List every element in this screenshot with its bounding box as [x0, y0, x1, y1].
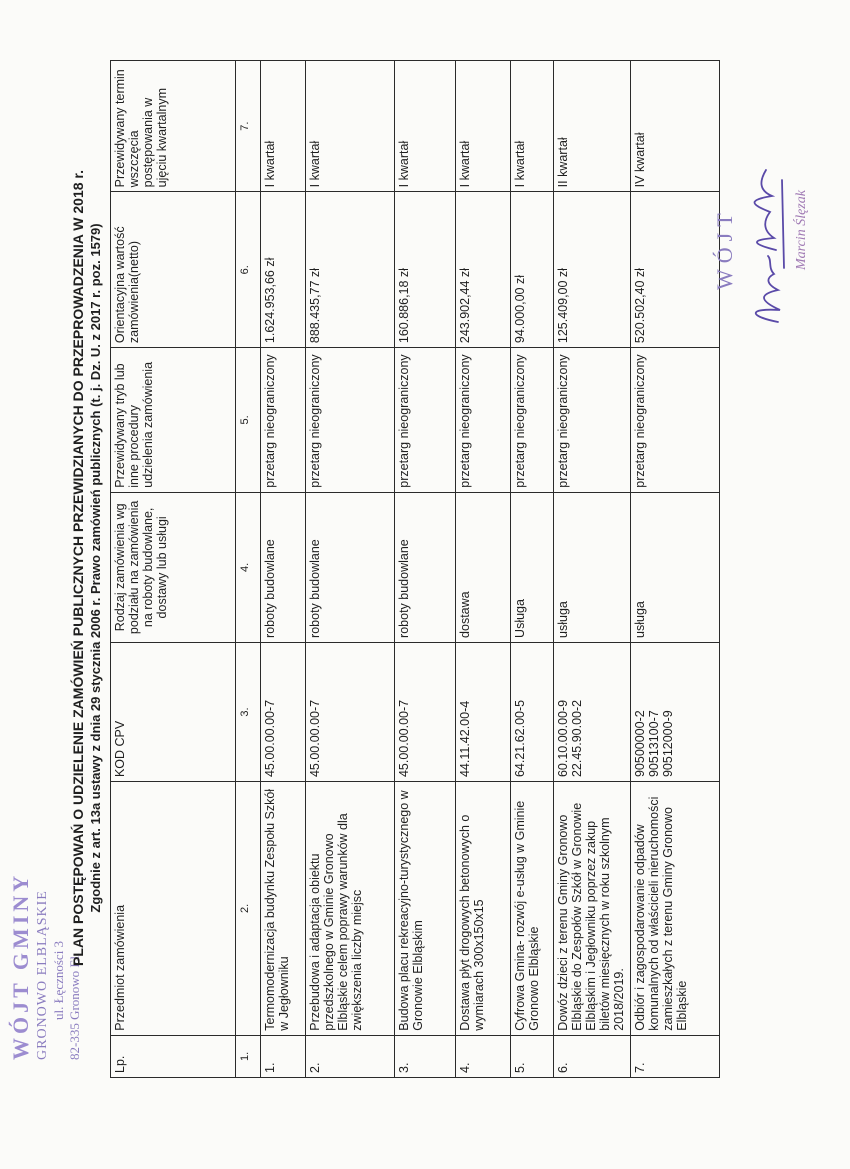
- procurement-plan-table: [110, 60, 720, 1078]
- table-cell: usługa: [631, 492, 720, 642]
- table-header-row: [111, 61, 236, 1078]
- table-cell: Usługa: [511, 492, 554, 642]
- table-cell: 125.409,00 zł: [554, 192, 631, 348]
- stamp-line-4: 82-335 Gronowo El.: [67, 952, 82, 1060]
- table-cell: Termomodernizacja budynku Zespołu Szkół w Jegłowniku: [261, 782, 306, 1036]
- signature-title: WÓJT: [712, 207, 737, 290]
- table-cell: przetarg nieograniczony: [511, 348, 554, 493]
- table-cell: Dostawa płyt drogowych betonowych o wymiarach 300x150x15: [456, 782, 511, 1036]
- table-cell: Odbiór i zagospodarowanie odpadów komunalnych od właścicieli nieruchomości zamieszkałych z terenu Gminy Gronowo Elbląskie: [631, 782, 720, 1036]
- stamp-line-3: ul. Łęczności 3: [51, 940, 66, 1020]
- table-cell: 64.21.62.00-5: [511, 642, 554, 781]
- column-header: Rodzaj zamówienia wg podziału na zamówienia na roboty budowlane, dostawy lub usługi: [111, 492, 236, 642]
- table-cell: 45.00.00.00-7: [261, 642, 306, 781]
- table-cell: 1.: [261, 1035, 306, 1077]
- column-header: KOD CPV: [111, 642, 236, 781]
- table-cell: 7.: [631, 1035, 720, 1077]
- table-row: [395, 61, 456, 1078]
- stamp-line-1: WÓJT GMINY: [8, 871, 33, 1060]
- table-cell: Przebudowa i adaptacja obiektu przedszkolnego w Gminie Gronowo Elbląskie celem poprawy warunków dla zwiększenia liczby miejsc: [306, 782, 395, 1036]
- table-cell: 888.435,77 zł: [306, 192, 395, 348]
- column-header: Przewidywany tryb lub inne procedury udzielenia zamówienia: [111, 348, 236, 493]
- table-cell: 1.624.953,66 zł: [261, 192, 306, 348]
- table-cell: 243.902,44 zł: [456, 192, 511, 348]
- table-cell: 4.: [456, 1035, 511, 1077]
- table-cell: 520.502,40 zł: [631, 192, 720, 348]
- table-row: [631, 61, 720, 1078]
- table-cell: przetarg nieograniczony: [261, 348, 306, 493]
- column-header: Orientacyjna wartość zamówienia(netto): [111, 192, 236, 348]
- table-cell: przetarg nieograniczony: [631, 348, 720, 493]
- table-row: [511, 61, 554, 1078]
- column-number-row: [236, 61, 261, 1078]
- table-row: [554, 61, 631, 1078]
- document-subtitle: Zgodnie z art. 13a ustawy z dnia 29 stycznia 2006 r. Prawo zamówień publicznych (t. j. Dz. U. z 2017 r. poz. 1579): [88, 223, 103, 913]
- table-cell: Budowa placu rekreacyjno-turystycznego w Gronowie Elbląskim: [395, 782, 456, 1036]
- table-cell: I kwartał: [511, 61, 554, 192]
- table-cell: przetarg nieograniczony: [456, 348, 511, 493]
- signature-name: Marcin Ślęzak: [794, 190, 809, 270]
- column-number: 4.: [236, 492, 261, 642]
- table-cell: I kwartał: [261, 61, 306, 192]
- handwritten-signature: [738, 140, 798, 330]
- column-number: 1.: [236, 1035, 261, 1077]
- table-cell: 45.00.00.00-7: [395, 642, 456, 781]
- table-row: [456, 61, 511, 1078]
- column-number: 2.: [236, 782, 261, 1036]
- table-cell: usługa: [554, 492, 631, 642]
- table-cell: 94.000,00 zł: [511, 192, 554, 348]
- rotated-document: [0, 50, 820, 1150]
- table-cell: 60.10.00.00-9 22.45.90.00-2: [554, 642, 631, 781]
- table-cell: 3.: [395, 1035, 456, 1077]
- table-cell: 2.: [306, 1035, 395, 1077]
- table-cell: roboty budowlane: [306, 492, 395, 642]
- column-number: 6.: [236, 192, 261, 348]
- table-cell: II kwartał: [554, 61, 631, 192]
- column-number: 3.: [236, 642, 261, 781]
- table-cell: dostawa: [456, 492, 511, 642]
- table-cell: przetarg nieograniczony: [306, 348, 395, 493]
- column-number: 7.: [236, 61, 261, 192]
- table-cell: IV kwartał: [631, 61, 720, 192]
- table-cell: I kwartał: [395, 61, 456, 192]
- table-cell: I kwartał: [456, 61, 511, 192]
- column-header: Przedmiot zamówienia: [111, 782, 236, 1036]
- table-cell: roboty budowlane: [261, 492, 306, 642]
- table-row: [306, 61, 395, 1078]
- table-cell: 44.11.42.00-4: [456, 642, 511, 781]
- table-cell: I kwartał: [306, 61, 395, 192]
- column-header: Przewidywany termin wszczęcia postępowania w ujęciu kwartalnym: [111, 61, 236, 192]
- table-cell: 160.886,18 zł: [395, 192, 456, 348]
- column-number: 5.: [236, 348, 261, 493]
- table-cell: Dowóz dzieci z terenu Gminy Gronowo Elbląskie do Zespołów Szkół w Gronowie Elbląskim i Jegłowniku poprzez zakup biletów miesięcznych w roku szkolnym 2018/2019.: [554, 782, 631, 1036]
- table-row: [261, 61, 306, 1078]
- table-cell: przetarg nieograniczony: [395, 348, 456, 493]
- document-title: PLAN POSTĘPOWAŃ O UDZIELENIE ZAMÓWIEŃ PUBLICZNYCH PRZEWIDZIANYCH DO PRZEPROWADZENIA W 2018 r.: [70, 170, 86, 966]
- table-cell: Cyfrowa Gmina- rozwój e-usług w Gminie Gronowo Elbląskie: [511, 782, 554, 1036]
- table-cell: 6.: [554, 1035, 631, 1077]
- table-cell: 5.: [511, 1035, 554, 1077]
- table-cell: roboty budowlane: [395, 492, 456, 642]
- table-cell: 45.00.00.00-7: [306, 642, 395, 781]
- table-cell: przetarg nieograniczony: [554, 348, 631, 493]
- table-cell: 90500000-2 90513100-7 90512000-9: [631, 642, 720, 781]
- stamp-line-2: GRONOWO ELBLĄSKIE: [35, 890, 50, 1060]
- column-header: Lp.: [111, 1035, 236, 1077]
- signature-block: [712, 140, 822, 330]
